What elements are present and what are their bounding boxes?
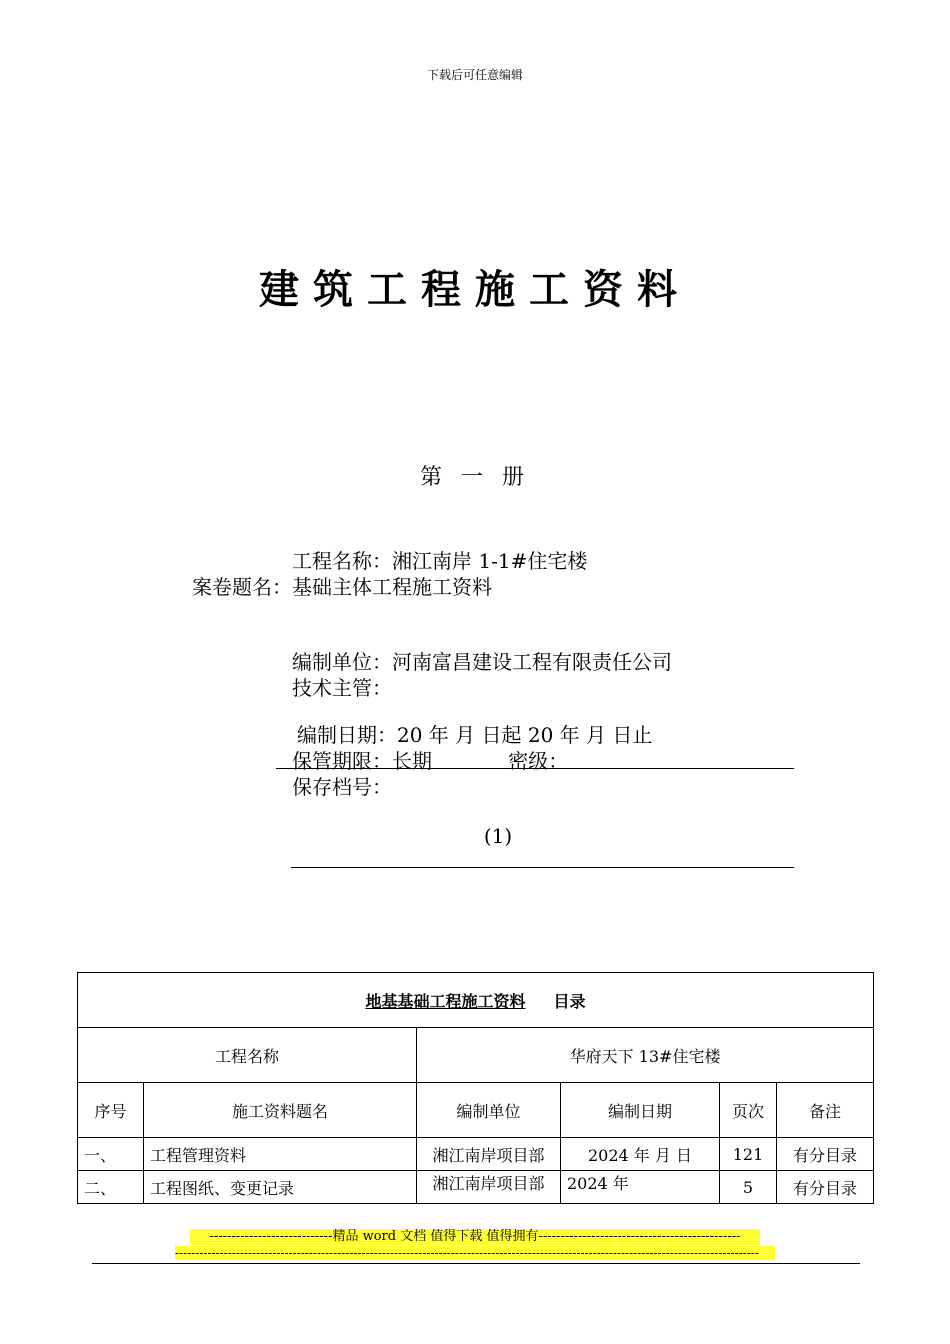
- header-no: 序号: [78, 1083, 144, 1138]
- retention-period-field: 保管期限：长期 密级：: [292, 749, 569, 773]
- toc-table: [77, 972, 874, 1204]
- toc-title-cell: [78, 973, 874, 1028]
- archive-no-field: 保存档号：: [292, 775, 392, 799]
- row-no: 一、: [78, 1138, 144, 1171]
- row-note: 有分目录: [777, 1171, 874, 1204]
- compile-date-field: 编制日期：20 年 月 日起 20 年 月 日止: [297, 723, 653, 747]
- volume-label: 第 一 册: [420, 465, 530, 490]
- row-unit: 湘江南岸项目部: [417, 1138, 561, 1171]
- compiler-field: 编制单位：河南富昌建设工程有限责任公司: [292, 650, 672, 674]
- row-title: 工程图纸、变更记录: [144, 1171, 417, 1204]
- tech-supervisor-field: 技术主管：: [292, 676, 392, 700]
- dossier-title-field: 案卷题名：基础主体工程施工资料: [192, 575, 492, 599]
- row-pages: 121: [720, 1138, 777, 1171]
- table-row: [78, 1138, 874, 1171]
- header-pages: 页次: [720, 1083, 777, 1138]
- row-unit: 湘江南岸项目部: [417, 1171, 561, 1204]
- table-row: [78, 1171, 874, 1204]
- row-note: 有分目录: [777, 1138, 874, 1171]
- row-date: 2024 年 月 日: [561, 1138, 720, 1171]
- header-title: 施工资料题名: [144, 1083, 417, 1138]
- row-pages: 5: [720, 1171, 777, 1204]
- document-title: 建筑工程施工资料: [259, 267, 691, 313]
- header-note: 下载后可任意编辑: [426, 68, 523, 82]
- project-name-field: 工程名称：湘江南岸 1-1#住宅楼: [292, 549, 588, 573]
- toc-title: 地基基础工程施工资料: [365, 991, 526, 1011]
- toc-title-suffix: 目录: [553, 991, 586, 1011]
- divider-line: [276, 768, 794, 769]
- divider-line: [291, 867, 794, 868]
- row-title: 工程管理资料: [144, 1138, 417, 1171]
- project-value-cell: 华府天下 13#住宅楼: [417, 1028, 874, 1083]
- header-unit: 编制单位: [417, 1083, 561, 1138]
- row-date: 2024 年: [561, 1171, 720, 1204]
- page-number: (1): [483, 824, 513, 848]
- promo-banner-line1: ----------------------------精品 word 文档 值得下载 值得拥有----------------------------------------------: [190, 1229, 760, 1245]
- footer-line: [92, 1263, 860, 1264]
- header-date: 编制日期: [561, 1083, 720, 1138]
- promo-banner-line2: ------------------------------------------------------------------------------------------------------------------------------------------------: [175, 1246, 775, 1260]
- header-note: 备注: [777, 1083, 874, 1138]
- project-label-cell: 工程名称: [78, 1028, 417, 1083]
- row-no: 二、: [78, 1171, 144, 1204]
